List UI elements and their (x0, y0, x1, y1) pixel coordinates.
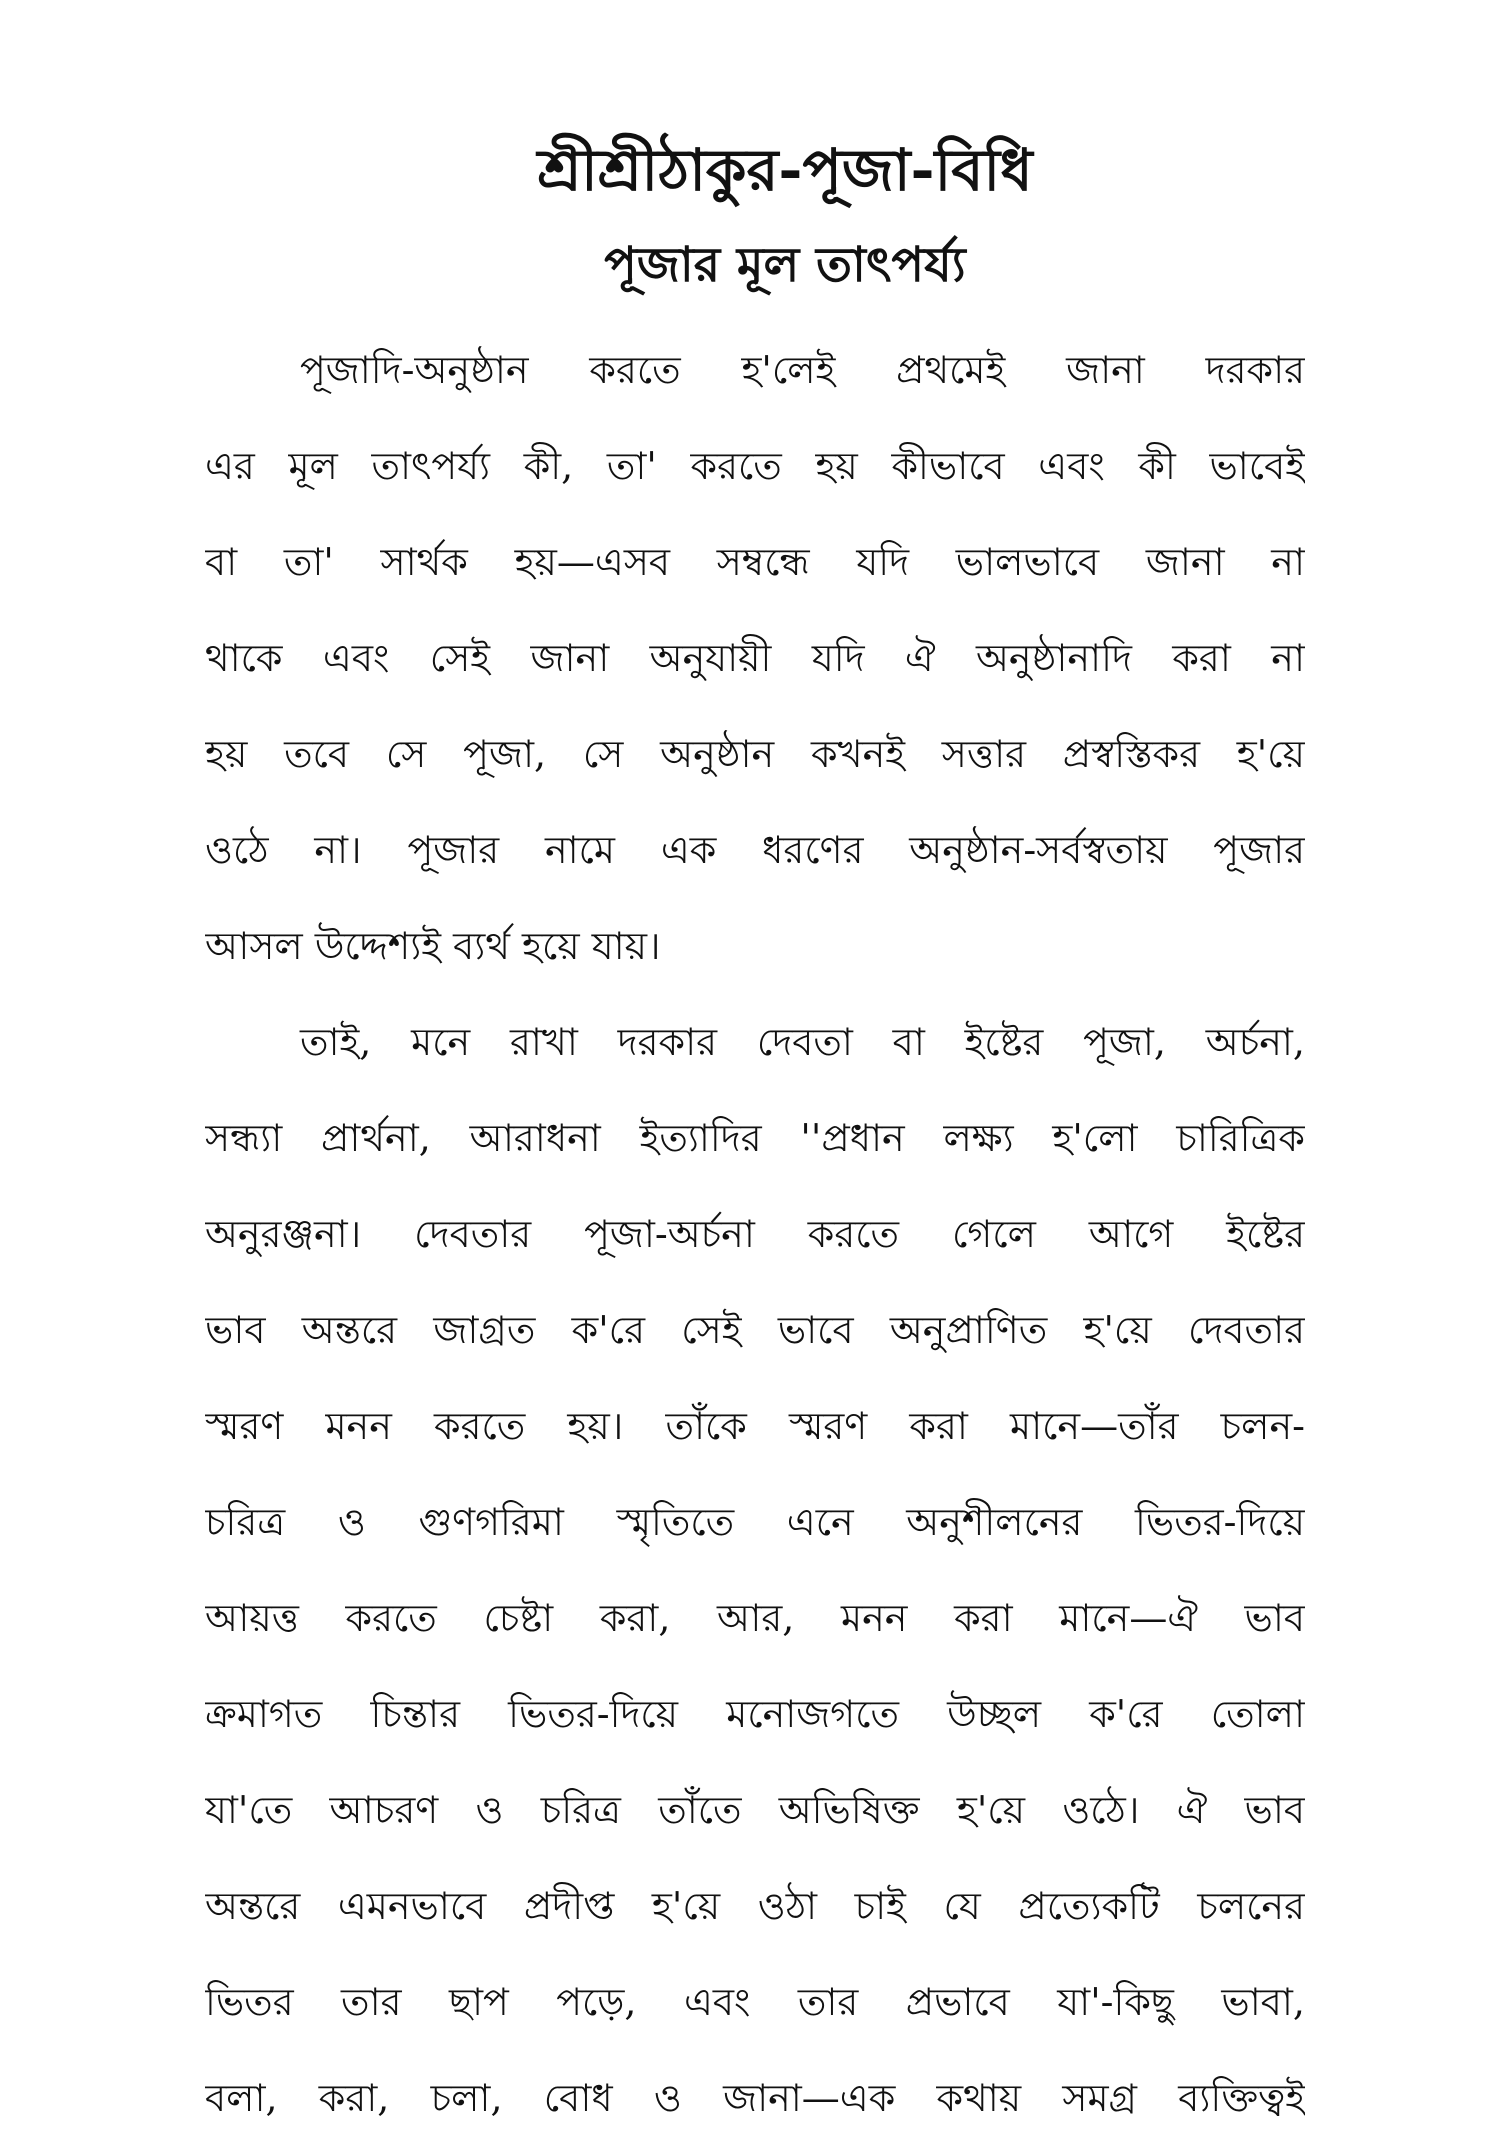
text-line: থাকে এবং সেই জানা অনুযায়ী যদি ঐ অনুষ্ঠানাদি করা না (205, 636, 1305, 680)
text-line: চরিত্র ও গুণগরিমা স্মৃতিতে এনে অনুশীলনের ভিতর-দিয়ে (205, 1500, 1305, 1544)
text-line: যা'তে আচরণ ও চরিত্র তাঁতে অভিষিক্ত হ'য়ে ওঠে। ঐ ভাব (205, 1788, 1305, 1832)
text-line: ওঠে না। পূজার নামে এক ধরণের অনুষ্ঠান-সর্বস্বতায় পূজার (205, 828, 1305, 872)
text-line: ভাব অন্তরে জাগ্রত ক'রে সেই ভাবে অনুপ্রাণিত হ'য়ে দেবতার (205, 1308, 1305, 1352)
text-line: হয় তবে সে পূজা, সে অনুষ্ঠান কখনই সত্তার প্রস্বস্তিকর হ'য়ে (205, 732, 1305, 776)
paragraph-1 (205, 322, 1305, 994)
text-line: আসল উদ্দেশ্যই ব্যর্থ হয়ে যায়। (205, 924, 661, 968)
text-line: ক্রমাগত চিন্তার ভিতর-দিয়ে মনোজগতে উচ্ছল ক'রে তোলা (205, 1692, 1305, 1736)
text-line: পূজাদি-অনুষ্ঠান করতে হ'লেই প্রথমেই জানা দরকার (300, 348, 1305, 392)
text-line: তাই, মনে রাখা দরকার দেবতা বা ইষ্টের পূজা, অর্চনা, (300, 1020, 1305, 1064)
text-line: অনুরঞ্জনা। দেবতার পূজা-অর্চনা করতে গেলে আগে ইষ্টের (205, 1212, 1305, 1256)
paragraph-2 (205, 994, 1305, 2146)
page-title: শ্রীশ্রীঠাকুর-পূজা-বিধি (537, 136, 1033, 204)
text-line: স্মরণ মনন করতে হয়। তাঁকে স্মরণ করা মানে—তাঁর চলন- (205, 1404, 1305, 1448)
text-line: বা তা' সার্থক হয়—এসব সম্বন্ধে যদি ভালভাবে জানা না (205, 540, 1305, 584)
text-line: এর মূল তাৎপর্য্য কী, তা' করতে হয় কীভাবে এবং কী ভাবেই (205, 444, 1305, 488)
text-line: সন্ধ্যা প্রার্থনা, আরাধনা ইত্যাদির ''প্রধান লক্ষ্য হ'লো চারিত্রিক (205, 1116, 1305, 1160)
text-line: আয়ত্ত করতে চেষ্টা করা, আর, মনন করা মানে—ঐ ভাব (205, 1596, 1305, 1640)
text-line: অন্তরে এমনভাবে প্রদীপ্ত হ'য়ে ওঠা চাই যে প্রত্যেকটি চলনের (205, 1884, 1305, 1928)
document-page (205, 130, 1305, 2146)
text-line: বলা, করা, চলা, বোধ ও জানা—এক কথায় সমগ্র ব্যক্তিত্বই (205, 2076, 1305, 2120)
section-subtitle: পূজার মূল তাৎপর্য্য (604, 237, 966, 293)
text-line: ভিতর তার ছাপ পড়ে, এবং তার প্রভাবে যা'-কিছু ভাবা, (205, 1980, 1305, 2024)
